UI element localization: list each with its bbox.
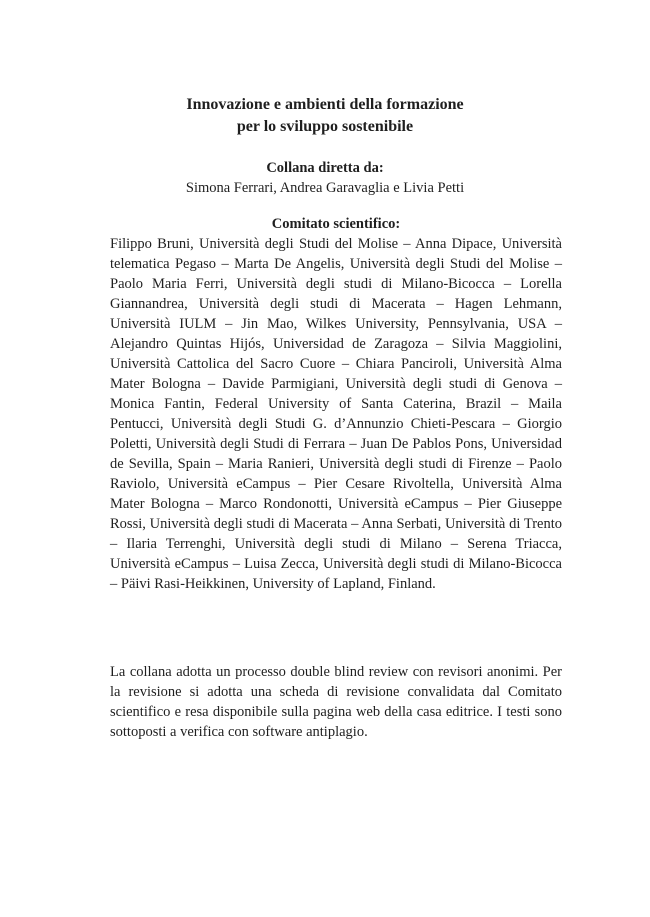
series-directors	[0, 158, 650, 198]
series-title-line-1: Innovazione e ambienti della formazione	[186, 96, 464, 113]
series-title	[0, 94, 650, 138]
directors-names: Simona Ferrari, Andrea Garavaglia e Livia Petti	[185, 180, 465, 196]
scientific-committee	[110, 214, 562, 594]
series-title-line-2: per lo sviluppo sostenibile	[236, 118, 414, 135]
committee-members: Filippo Bruni, Università degli Studi del Molise – Anna Dipace, Università telematica Pegaso – Marta De Angelis, Università degli Studi del Molise – Paolo Maria Ferri, Università degli studi di Milano-Bicocca – Lorella Giannandrea, Università degli studi di Macerata – Hagen Lehmann, Università IULM – Jin Mao, Wilkes University, Pennsylvania, USA – Alejandro Quintas Hijós, Universidad de Zaragoza – Silvia Maggiolini, Università Cattolica del Sacro Cuore – Chiara Panciroli, Università Alma Mater Bologna – Davide Parmigiani, Università degli studi di Genova – Monica Fantin, Federal University of Santa Caterina, Brazil – Maila Pentucci, Università degli Studi G. d’Annunzio Chieti-Pescara – Giorgio Poletti, Università degli Studi di Ferrara – Juan De Pablos Pons, Universidad de Sevilla, Spain – Maria Ranieri, Università degli studi di Firenze – Paolo Raviolo, Università eCampus – Pier Cesare Rivoltella, Università Alma Mater Bologna – Marco Rondonotti, Università eCampus – Pier Giuseppe Rossi, Università degli studi di Macerata – Anna Serbati, Università di Trento – Ilaria Terrenghi, Università degli studi di Milano – Serena Triacca, Università eCampus – Luisa Zecca, Università degli studi di Milano-Bicocca – Päivi Rasi-Heikkinen, University of Lapland, Finland.	[110, 236, 562, 592]
peer-review-note: La collana adotta un processo double blind review con revisori anonimi. Per la revisione si adotta una scheda di revisione convalidata dal Comitato scientifico e resa disponibile sulla pagina web della casa editrice. I testi sono sottoposti a verifica con software antiplagio.	[110, 664, 562, 740]
committee-heading: Comitato scientifico:	[271, 216, 401, 232]
directors-heading: Collana diretta da:	[266, 160, 384, 176]
